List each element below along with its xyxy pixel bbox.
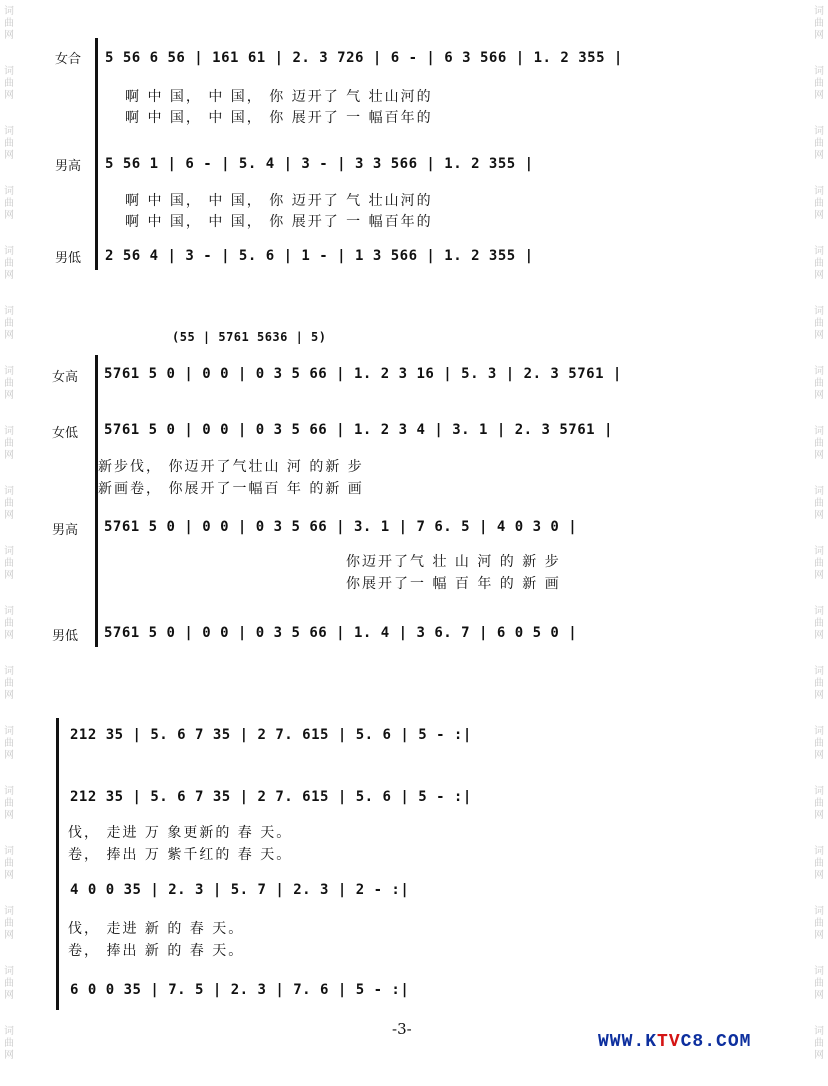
notation-line: 2 56 4 | 3 - | 5. 6 | 1 - | 1 3 566 | 1. 2 355 |	[105, 248, 534, 264]
intro-notation: (55 | 5761 5636 | 5)	[172, 330, 327, 344]
lyric-line: 新画卷， 你展开了一幅百 年 的新 画	[98, 481, 364, 497]
lyric-line: 你迈开了气 壮 山 河 的 新 步	[346, 554, 561, 570]
lyric-line: 啊 中 国， 中 国， 你 迈开了 气 壮山河的	[125, 89, 433, 105]
lyric-line: 啊 中 国， 中 国， 你 展开了 一 幅百年的	[125, 214, 433, 230]
notation-line: 4 0 0 35 | 2. 3 | 5. 7 | 2. 3 | 2 - :|	[70, 882, 410, 898]
notation-line: 5 56 1 | 6 - | 5. 4 | 3 - | 3 3 566 | 1. 2 355 |	[105, 156, 534, 172]
lyric-line: 你展开了一 幅 百 年 的 新 画	[346, 576, 561, 592]
voice-label-tenor: 男高	[52, 523, 79, 538]
lyric-line: 啊 中 国， 中 国， 你 迈开了 气 壮山河的	[125, 193, 433, 209]
page-number: -3-	[392, 1020, 412, 1038]
lyric-line: 卷， 捧出 新 的 春 天。	[68, 943, 245, 959]
notation-line: 6 0 0 35 | 7. 5 | 2. 3 | 7. 6 | 5 - :|	[70, 982, 410, 998]
notation-line: 5 56 6 56 | 161 61 | 2. 3 726 | 6 - | 6 3 566 | 1. 2 355 |	[105, 50, 623, 66]
notation-line: 5761 5 0 | 0 0 | 0 3 5 66 | 3. 1 | 7 6. 5 | 4 0 3 0 |	[104, 519, 578, 535]
notation-line: 5761 5 0 | 0 0 | 0 3 5 66 | 1. 2 3 16 | 5. 3 | 2. 3 5761 |	[104, 366, 622, 382]
notation-line: 5761 5 0 | 0 0 | 0 3 5 66 | 1. 4 | 3 6. 7 | 6 0 5 0 |	[104, 625, 578, 641]
voice-label-bass: 男低	[55, 251, 82, 266]
lyric-line: 卷， 捧出 万 紫千红的 春 天。	[68, 847, 293, 863]
voice-label-tenor: 男高	[55, 159, 82, 174]
voice-label-soprano: 女高	[52, 370, 79, 385]
lyric-line: 伐， 走进 新 的 春 天。	[68, 921, 245, 937]
system-bracket	[95, 38, 98, 270]
system-bracket	[56, 718, 59, 1010]
voice-label-bass: 男低	[52, 629, 79, 644]
notation-line: 212 35 | 5. 6 7 35 | 2 7. 615 | 5. 6 | 5 - :|	[70, 789, 472, 805]
notation-line: 212 35 | 5. 6 7 35 | 2 7. 615 | 5. 6 | 5 - :|	[70, 727, 472, 743]
watermark-right: 词 曲 网 词 曲 网 词 曲 网 词 曲 网 词 曲 网 词 曲 网 词 曲 网 词 曲 网 词 曲 网 词 曲 网 词 曲 网 词 曲 网 词 曲 网 词 曲 网 词 曲 网 词 曲 网 词 曲 网 词 曲 网	[814, 6, 824, 1061]
lyric-line: 啊 中 国， 中 国， 你 展开了 一 幅百年的	[125, 110, 433, 126]
lyric-line: 新步伐， 你迈开了气壮山 河 的新 步	[98, 459, 364, 475]
site-watermark: WWW.KTVC8.COM	[598, 1032, 752, 1052]
watermark-left: 词 曲 网 词 曲 网 词 曲 网 词 曲 网 词 曲 网 词 曲 网 词 曲 网 词 曲 网 词 曲 网 词 曲 网 词 曲 网 词 曲 网 词 曲 网 词 曲 网 词 曲 网 词 曲 网 词 曲 网 词 曲 网	[4, 6, 14, 1061]
voice-label-alto: 女低	[52, 426, 79, 441]
notation-line: 5761 5 0 | 0 0 | 0 3 5 66 | 1. 2 3 4 | 3. 1 | 2. 3 5761 |	[104, 422, 613, 438]
system-bracket	[95, 355, 98, 647]
lyric-line: 伐， 走进 万 象更新的 春 天。	[68, 825, 293, 841]
voice-label-women: 女合	[55, 52, 82, 67]
